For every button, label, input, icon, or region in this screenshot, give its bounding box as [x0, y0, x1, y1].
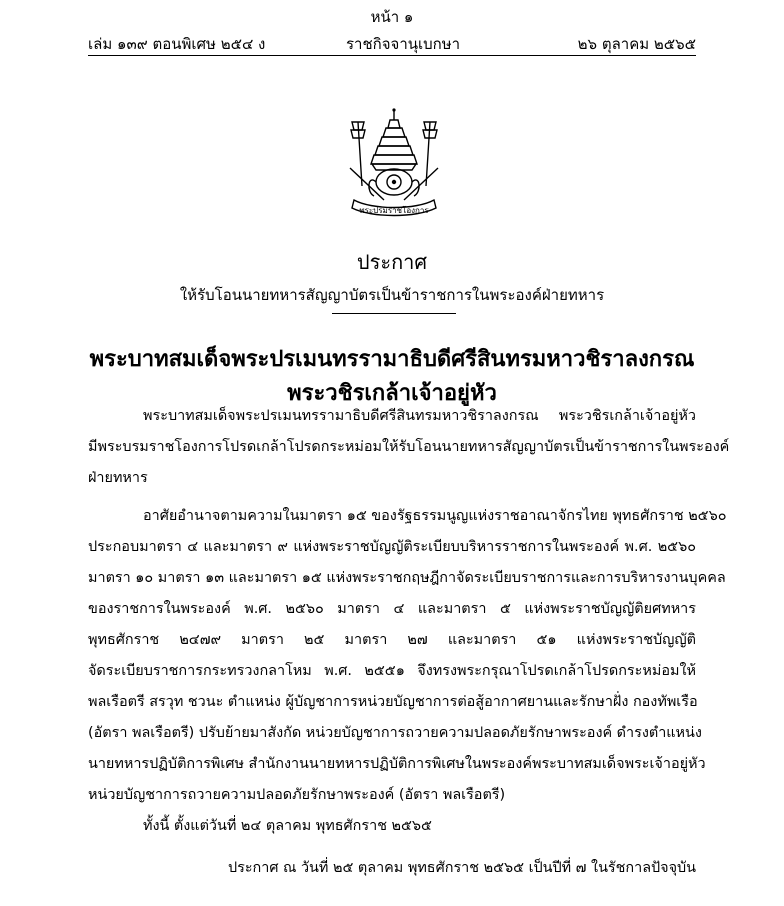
- header-divider: [88, 55, 696, 56]
- body-line: นายทหารปฏิบัติการพิเศษ สำนักงานนายทหารปฏิบัติการพิเศษในพระองค์พระบาทสมเด็จพระเจ้าอยู่หัว: [88, 756, 706, 772]
- document-title: ประกาศ: [356, 250, 428, 274]
- gazette-header: [88, 32, 696, 54]
- volume-info: เล่ม ๑๓๙ ตอนพิเศษ ๒๕๔ ง: [88, 35, 266, 53]
- emblem-motto: พระปรมราชโองการ: [359, 206, 429, 215]
- body-line: มาตรา ๑๐ มาตรา ๑๓ และมาตรา ๑๕ แห่งพระราชกฤษฎีกาจัดระเบียบราชการและการบริหารงานบุคคล: [88, 570, 726, 586]
- body-line: ของราชการในพระองค์ พ.ศ. ๒๕๖๐ มาตรา ๔ และมาตรา ๕ แห่งพระราชบัญญัติยศทหาร: [88, 601, 696, 617]
- body-line: จัดระเบียบราชการกระทรวงกลาโหม พ.ศ. ๒๕๕๑ จึงทรงพระกรุณาโปรดเกล้าโปรดกระหม่อมให้: [88, 663, 696, 679]
- gazette-name: ราชกิจจานุเบกษา: [346, 35, 461, 53]
- publication-date: ๒๖ ตุลาคม ๒๕๖๕: [577, 35, 696, 53]
- body-line: ฝ่ายทหาร: [88, 470, 148, 486]
- body-line: พลเรือตรี สรวุท ชวนะ ตำแหน่ง ผู้บัญชาการหน่วยบัญชาการต่อสู้อากาศยานและรักษาฝั่ง กองทัพเรือ: [88, 694, 698, 710]
- body-line: หน่วยบัญชาการถวายความปลอดภัยรักษาพระองค์ (อัตรา พลเรือตรี): [88, 787, 506, 803]
- title-divider: [332, 313, 456, 314]
- document-subtitle: ให้รับโอนนายทหารสัญญาบัตรเป็นข้าราชการในพระองค์ฝ่ายทหาร: [179, 286, 605, 304]
- body-line: พระบาทสมเด็จพระปรเมนทรรามาธิบดีศรีสินทรมหาวชิราลงกรณ พระวชิรเกล้าเจ้าอยู่หัว: [143, 408, 696, 424]
- body-line: (อัตรา พลเรือตรี) ปรับย้ายมาสังกัด หน่วยบัญชาการถวายความปลอดภัยรักษาพระองค์ ดำรงตำแหน่ง: [88, 725, 702, 741]
- body-line: พุทธศักราช ๒๔๗๙ มาตรา ๒๕ มาตรา ๒๗ และมาตรา ๕๑ แห่งพระราชบัญญัติ: [88, 632, 696, 648]
- body-line: ประกอบมาตรา ๔ และมาตรา ๙ แห่งพระราชบัญญัติระเบียบบริหารราชการในพระองค์ พ.ศ. ๒๕๖๐: [88, 539, 696, 555]
- effective-date-line: ทั้งนี้ ตั้งแต่วันที่ ๒๔ ตุลาคม พุทธศักราช ๒๕๖๕: [143, 818, 432, 834]
- king-name-line-2: พระวชิรเกล้าเจ้าอยู่หัว: [287, 381, 497, 406]
- announcement-date: ประกาศ ณ วันที่ ๒๕ ตุลาคม พุทธศักราช ๒๕๖๕ เป็นปีที่ ๗ ในรัชกาลปัจจุบัน: [227, 860, 696, 876]
- body-line: มีพระบรมราชโองการโปรดเกล้าโปรดกระหม่อมให้รับโอนนายทหารสัญญาบัตรเป็นข้าราชการในพระองค์: [88, 439, 730, 455]
- royal-emblem-icon: [332, 108, 456, 222]
- page-number: หน้า ๑: [370, 8, 414, 26]
- body-line: อาศัยอำนาจตามความในมาตรา ๑๕ ของรัฐธรรมนูญแห่งราชอาณาจักรไทย พุทธศักราช ๒๕๖๐: [143, 508, 727, 524]
- king-name-line-1: พระบาทสมเด็จพระปรเมนทรรามาธิบดีศรีสินทรมหาวชิราลงกรณ: [89, 347, 695, 372]
